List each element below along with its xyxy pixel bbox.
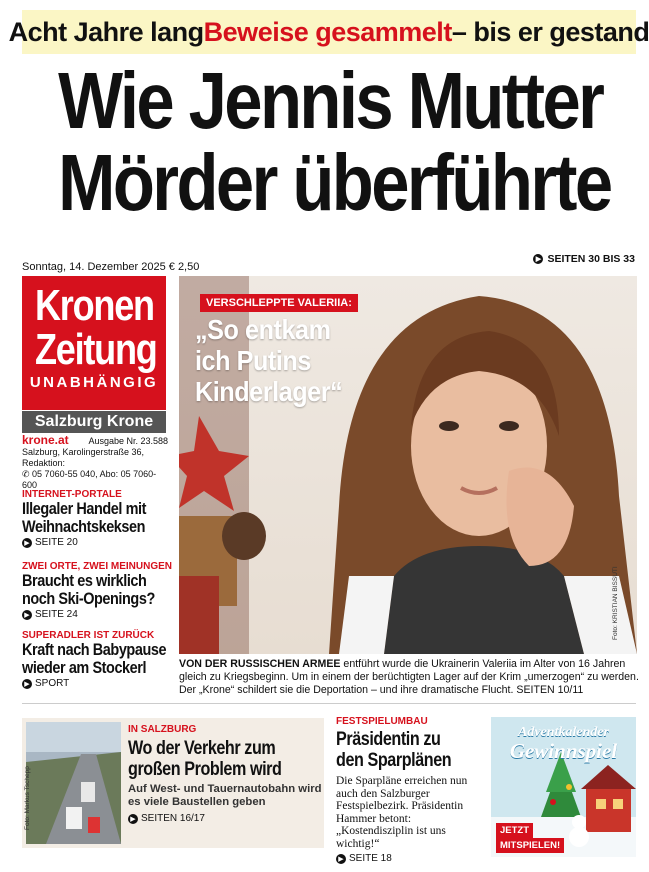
logo-line-1: Kronen bbox=[34, 281, 154, 330]
quote-line-2: ich Putins bbox=[195, 345, 311, 376]
edition-banner: Salzburg Krone bbox=[22, 411, 166, 433]
caption-lead: VON DER RUSSISCHEN ARMEE bbox=[179, 658, 341, 670]
salzburg-title: Wo der Verkehr zum bbox=[128, 738, 276, 759]
pages-ref-label: SEITEN 30 BIS 33 bbox=[547, 253, 635, 265]
teaser-title: Illegaler Handel mit bbox=[22, 499, 147, 518]
lead-caption bbox=[179, 658, 639, 697]
teaser-sport[interactable] bbox=[22, 630, 172, 689]
kicker-text-end: – bis er gestand bbox=[451, 16, 649, 47]
teaser-ref-label: SEITE 20 bbox=[35, 537, 78, 548]
headline-line-2: Mörder überführte bbox=[58, 138, 611, 227]
teaser-ref bbox=[22, 678, 172, 689]
headline-line-1: Wie Jennis Mutter bbox=[58, 56, 603, 145]
kicker-text: Acht Jahre lang bbox=[8, 16, 204, 47]
festival-body: Die Sparpläne erreichen nun auch den Salzburger Festspielbezirk. Präsidentin Hammer betont: „Kostendisziplin ist uns wichtig!“ bbox=[336, 775, 468, 850]
teaser-ref bbox=[22, 609, 172, 620]
teaser-category: INTERNET-PORTALE bbox=[22, 489, 122, 500]
publisher-info bbox=[22, 435, 168, 491]
arrow-icon: ▶ bbox=[336, 854, 346, 864]
teaser-title: noch Ski-Openings? bbox=[22, 589, 155, 608]
section-divider bbox=[22, 703, 636, 704]
arrow-icon: ▶ bbox=[22, 679, 32, 689]
festival-category: FESTSPIELUMBAU bbox=[336, 716, 428, 727]
festival-title: den Sparplänen bbox=[336, 750, 452, 771]
teaser-title: wieder am Stockerl bbox=[22, 658, 147, 677]
advent-title-1: Adventkalender bbox=[518, 725, 609, 740]
masthead-logo[interactable] bbox=[22, 276, 166, 410]
salzburg-ref bbox=[128, 813, 322, 824]
teaser-ref-label: SPORT bbox=[35, 678, 70, 689]
issue-number: Ausgabe Nr. 23.588 bbox=[88, 436, 168, 446]
arrow-icon: ▶ bbox=[128, 814, 138, 824]
advent-button-now[interactable]: JETZT bbox=[496, 823, 533, 838]
advent-button-play[interactable]: MITSPIELEN! bbox=[496, 838, 564, 853]
teaser-ski[interactable] bbox=[22, 561, 172, 620]
traffic-photo bbox=[26, 722, 121, 844]
quote-line-1: „So entkam bbox=[195, 314, 331, 345]
phones-text: 05 7060-55 040, Abo: 05 7060-600 bbox=[22, 469, 157, 490]
teaser-category: ZWEI ORTE, ZWEI MEINUNGEN bbox=[22, 561, 172, 572]
festival-title: Präsidentin zu bbox=[336, 729, 441, 750]
advent-title-2: Gewinnspiel bbox=[509, 739, 618, 763]
salzburg-ref-label: SEITEN 16/17 bbox=[141, 813, 205, 824]
address: Salzburg, Karolingerstraße 36, Redaktion: bbox=[22, 447, 145, 468]
logo-tagline: UNABHÄNGIG bbox=[29, 374, 159, 391]
traffic-photo-credit: Foto: Markus Tschepp bbox=[24, 766, 31, 830]
quote-line-3: Kinderlager“ bbox=[195, 376, 343, 407]
teaser-ref-label: SEITE 24 bbox=[35, 609, 78, 620]
teaser-category: SUPERADLER IST ZURÜCK bbox=[22, 630, 155, 641]
photo-label: VERSCHLEPPTE VALERIIA: bbox=[200, 294, 358, 312]
advent-promo[interactable] bbox=[491, 717, 636, 857]
festival-teaser[interactable] bbox=[336, 716, 484, 864]
salzburg-teaser[interactable] bbox=[128, 724, 322, 824]
dateline: Sonntag, 14. Dezember 2025 € 2,50 bbox=[22, 261, 200, 273]
arrow-icon: ▶ bbox=[533, 254, 543, 264]
teaser-title: Weihnachtskeksen bbox=[22, 517, 146, 536]
phone-icon: ✆ bbox=[22, 469, 33, 479]
salzburg-title: großen Problem wird bbox=[128, 759, 282, 780]
salzburg-subtitle: Auf West- und Tauernautobahn wird es viele Baustellen geben bbox=[128, 783, 322, 808]
phone-numbers bbox=[22, 469, 168, 491]
photo-quote bbox=[195, 314, 342, 407]
teaser-title: Braucht es wirklich bbox=[22, 571, 147, 590]
teaser-internet[interactable] bbox=[22, 489, 172, 548]
website-link[interactable]: krone.at bbox=[22, 433, 69, 447]
photo-credit: Foto: KRISTIAN BISSUTI bbox=[612, 566, 619, 640]
pages-reference[interactable] bbox=[533, 253, 635, 265]
main-headline[interactable] bbox=[58, 56, 611, 227]
salzburg-category: IN SALZBURG bbox=[128, 724, 197, 735]
caption-text: entführt wurde die Ukrainerin Valeriia im Alter von 16 Jahren gleich zu Kriegsbeginn. Um in einem der berüchtigten Lager auf der Krim „umerzogen“ zu werden. Der „Krone“ schildert sie die Deportation – und ihre dramatische Flucht. SEITEN 10/11 bbox=[179, 658, 639, 696]
teaser-title: Kraft nach Babypause bbox=[22, 640, 167, 659]
kicker-highlight: Beweise gesammelt bbox=[203, 16, 452, 47]
teaser-ref bbox=[22, 537, 172, 548]
festival-ref bbox=[336, 853, 484, 864]
kicker-bar bbox=[8, 10, 649, 54]
festival-ref-label: SEITE 18 bbox=[349, 853, 392, 864]
logo-line-2: Zeitung bbox=[34, 325, 157, 374]
arrow-icon: ▶ bbox=[22, 538, 32, 548]
arrow-icon: ▶ bbox=[22, 610, 32, 620]
